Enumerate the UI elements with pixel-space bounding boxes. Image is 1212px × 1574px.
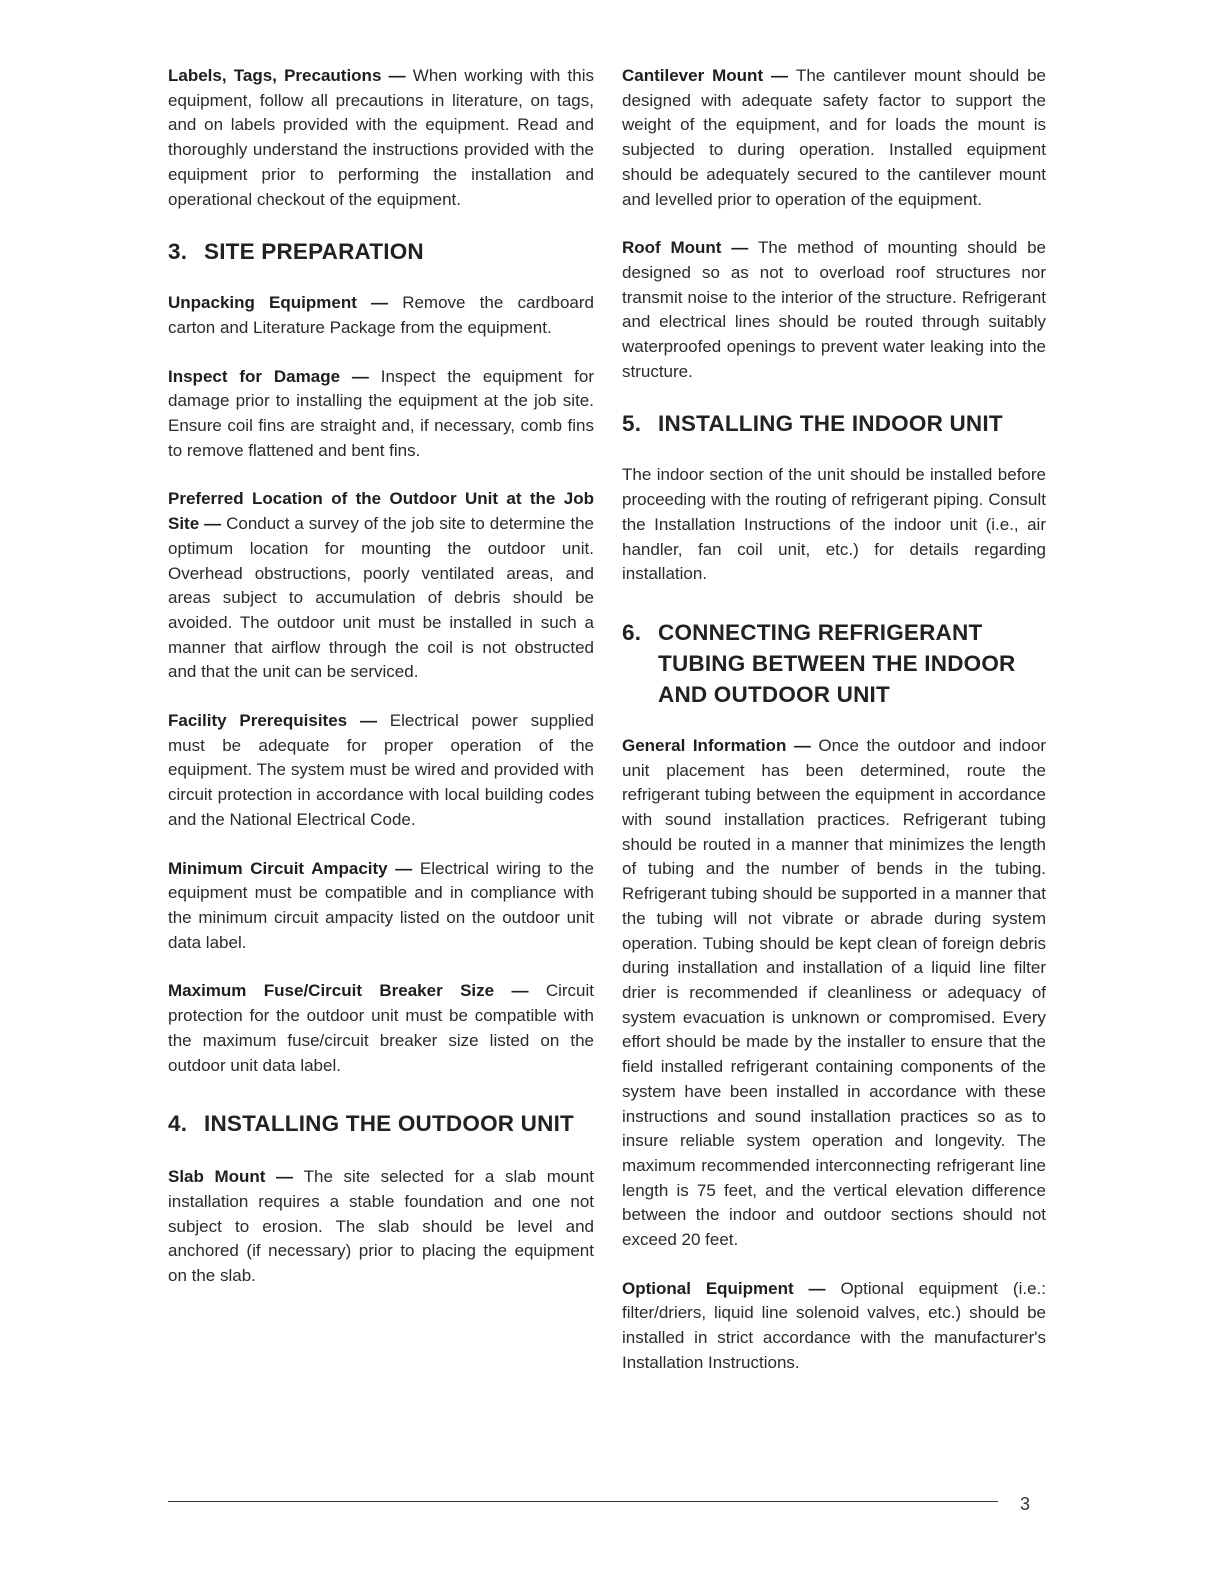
paragraph-lead: Labels, Tags, Precautions —: [168, 66, 413, 85]
roof-mount-paragraph: [622, 236, 1046, 384]
paragraph-lead: Preferred Location of the Outdoor Unit at the Job Site —: [168, 489, 594, 534]
paragraph-lead: Facility Prerequisites —: [168, 711, 390, 731]
footer-rule: [168, 1501, 998, 1502]
section-heading-installing-indoor-unit: [622, 408, 1046, 439]
section-title: INSTALLING THE OUTDOOR UNIT: [204, 1111, 574, 1137]
paragraph-text: The method of mounting should be designed so as not to overload roof structures nor transmit noise to the interior of the structure. Refrigerant and electrical lines should be routed through suitably waterproofed openings to prevent water leaking into the structure.: [622, 238, 1046, 381]
paragraph-text: When working with this equipment, follow all precautions in literature, on tags, and on labels provided with the equipment. Read and thoroughly understand the instructions provided with the equipment prior to performing the installation and operational checkout of the equipment.: [168, 66, 595, 209]
paragraph-lead: Cantilever Mount —: [622, 66, 796, 85]
section-title: CONNECTING REFRIGERANT TUBING BETWEEN THE INDOOR AND OUTDOOR UNIT: [658, 619, 1016, 707]
section-number: 5.: [622, 411, 642, 437]
section-heading-connecting-refrigerant-tubing: [622, 617, 1046, 710]
labels-tags-paragraph: [168, 64, 594, 212]
paragraph-lead: Roof Mount —: [622, 238, 759, 258]
paragraph-lead: Optional Equipment —: [622, 1278, 841, 1298]
paragraph-text: Conduct a survey of the job site to determine the optimum location for mounting the outdoor unit. Overhead obstructions, poorly ventilated areas, and areas subject to accumulation of debris should be avoided. The outdoor unit must be installed in such a manner that airflow through the coil is not obstructed and that the unit can be serviced.: [168, 514, 594, 682]
paragraph-text: The site selected for a slab mount installation requires a stable foundation and one not subject to erosion. The slab should be level and anchored (if necessary) prior to placing the equipment on the slab.: [168, 1167, 594, 1286]
general-information-paragraph: [622, 734, 1046, 1253]
inspect-damage-paragraph: [168, 365, 594, 464]
unpacking-paragraph: [168, 291, 594, 340]
left-column: [168, 64, 594, 1289]
paragraph-text: Once the outdoor and indoor unit placement has been determined, route the refrigerant tubing between the equipment in accordance with sound installation practices. Refrigerant tubing should be routed in a manner that minimizes the length of tubing and the number of bends in the tubing. Refrigerant tubing should be supported in a manner that the tubing will not vibrate or abrade during system operation. Tubing should be kept clean of foreign debris during installation and installation of a liquid line filter drier is recommended if cleanliness or adequacy of system evacuation is unknown or compromised. Every effort should be made by the installer to ensure that the field installed refrigerant containing components of the system have been installed in accordance with these instructions and sound installation practices so as to insure reliable system operation and longevity. The maximum recommended interconnecting refrigerant line length is 75 feet, and the vertical elevation difference between the indoor and outdoor sections should not exceed 20 feet.: [622, 735, 1046, 1250]
paragraph-lead: Unpacking Equipment —: [168, 293, 403, 313]
minimum-ampacity-paragraph: [168, 857, 594, 956]
maximum-fuse-paragraph: [168, 979, 594, 1078]
section-heading-installing-outdoor-unit: [168, 1108, 594, 1139]
paragraph-text: Electrical wiring to the equipment must be compatible and in compliance with the minimum circuit ampacity listed on the outdoor unit data label.: [168, 858, 595, 952]
paragraph-text: Optional equipment (i.e.: filter/driers, liquid line solenoid valves, etc.) should be installed in strict accordance with the manufacturer's Installation Instructions.: [622, 1278, 1046, 1372]
paragraph-text: Inspect the equipment for damage prior to installing the equipment at the job site. Ensure coil fins are straight and, if necessary, comb fins to remove flattened and bent fins.: [168, 366, 594, 460]
section-heading-site-preparation: [168, 236, 594, 267]
section-number: 6.: [622, 619, 642, 645]
indoor-unit-paragraph: [622, 463, 1046, 587]
section-number: 3.: [168, 239, 188, 265]
paragraph-text: Remove the cardboard carton and Literature Package from the equipment.: [168, 293, 594, 337]
cantilever-mount-paragraph: [622, 64, 1046, 212]
paragraph-text: The cantilever mount should be designed with adequate safety factor to support the weight of the equipment, and for loads the mount is subjected to during operation. Installed equipment should be adequately secured to the cantilever mount and levelled prior to operation of the equipment.: [622, 66, 1046, 209]
facility-prerequisites-paragraph: [168, 709, 594, 833]
paragraph-text: Circuit protection for the outdoor unit must be compatible with the maximum fuse/circuit breaker size listed on the outdoor unit data label.: [168, 981, 594, 1075]
paragraph-lead: Minimum Circuit Ampacity —: [168, 858, 420, 878]
slab-mount-paragraph: [168, 1165, 594, 1289]
paragraph-text: The indoor section of the unit should be installed before proceeding with the routing of refrigerant piping. Consult the Installation Instructions of the indoor unit (i.e., air handler, fan coil unit, etc.) for details regarding installation.: [622, 465, 1046, 584]
section-title: SITE PREPARATION: [204, 239, 424, 265]
paragraph-text: Electrical power supplied must be adequate for proper operation of the equipment. The system must be wired and provided with circuit protection in accordance with local building codes and the National Electrical Code.: [168, 711, 594, 829]
page-number: 3: [1020, 1494, 1031, 1514]
paragraph-lead: General Information —: [622, 735, 819, 755]
preferred-location-paragraph: [168, 487, 594, 685]
paragraph-lead: Slab Mount —: [168, 1167, 304, 1187]
section-number: 4.: [168, 1111, 188, 1137]
section-title: INSTALLING THE INDOOR UNIT: [658, 411, 1003, 437]
paragraph-lead: Maximum Fuse/Circuit Breaker Size —: [168, 981, 546, 1001]
right-column: [622, 64, 1046, 1376]
paragraph-lead: Inspect for Damage —: [168, 366, 381, 386]
optional-equipment-paragraph: [622, 1277, 1046, 1376]
